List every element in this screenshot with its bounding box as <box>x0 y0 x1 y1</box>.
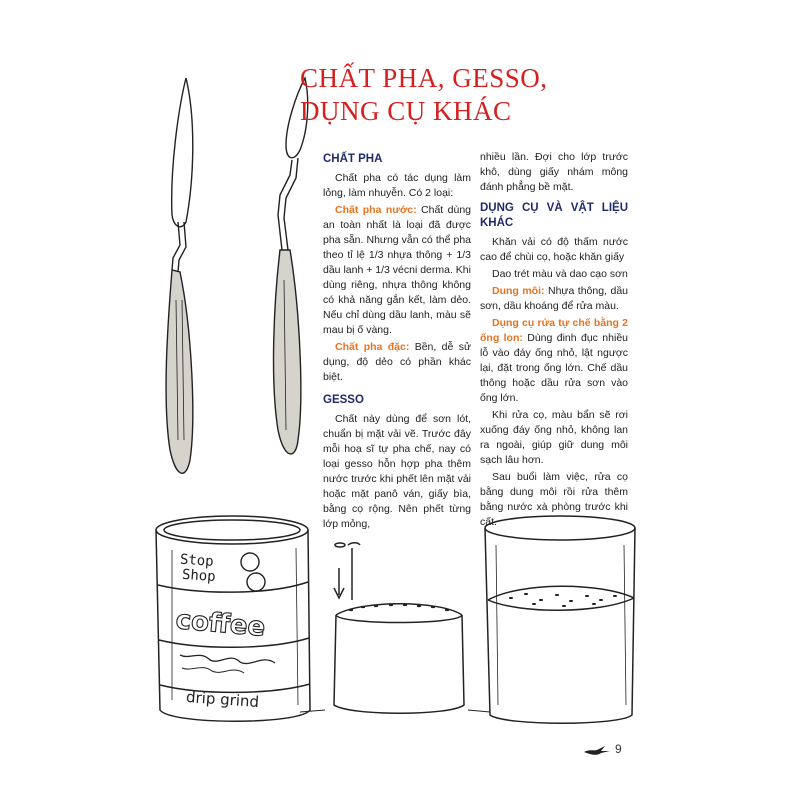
paragraph-continued: nhiều lần. Đợi cho lớp trước khô, dùng giấy nhám mông đánh phẳng bề mặt. <box>480 151 628 193</box>
paragraph: Dao trét màu và dao cạo sơn <box>492 268 628 280</box>
can-label-shop: Shop <box>181 566 217 586</box>
paragraph: Chất pha có tác dụng làm lỏng, làm nhuyễn. Có 2 loại: <box>323 172 471 199</box>
page-number: 9 <box>615 742 622 756</box>
paragraph: Khi rửa cọ, màu bẩn sẽ rơi xuống đáy ống nhỏ, không lan ra ngoài, giúp giữ dung môi sạch lâu hơn. <box>480 409 628 466</box>
can-label-stop: Stop <box>179 551 215 570</box>
paragraph-text: Chất dùng an toàn nhất là loại đã được pha sẵn. Nhưng vẫn có thể pha theo tỉ lệ 1/3 nhựa thông + 1/3 dầu lanh + 1/3 vécni derma. Khi dùng riêng, nhựa thông không có khả năng gắn kết, làm dẻo. Nếu chỉ dùng dầu lanh, màu sẽ mau bị ố vàng. <box>323 204 471 336</box>
paragraph: Khăn vải có độ thấm nước cao để chùi cọ, hoặc khăn giấy <box>480 236 628 263</box>
text-column-right <box>480 150 628 532</box>
paragraph-chat-pha-dac <box>323 340 471 385</box>
paragraph-gesso: Chất này dùng để sơn lót, chuẩn bị mặt vải vẽ. Trước đây mỗi hoạ sĩ tự pha chế, nay có loại gesso hỗn hợp pha thêm nước trước khi phết lên mặt vải hoặc mặt panô ván, giấy bìa, bằng cọ rộng. Nên phết từng lớp mỏng, <box>323 413 471 530</box>
paragraph-text: Nhựa thông, dầu sơn, dầu khoáng để rửa màu. <box>480 285 629 312</box>
paragraph-text: Dùng đinh đục nhiều lỗ vào đáy ống nhỏ, lật ngược lại, đặt trong ống lớn. Chế dầu thông hoặc dầu rửa sơn vào ống lớn. <box>480 332 628 404</box>
heading-gesso: GESSO <box>323 394 364 406</box>
label-dung-moi: Dung môi: <box>492 285 545 297</box>
label-chat-pha-nuoc: Chất pha nước: <box>335 204 417 216</box>
paragraph-text: Bền, dễ sử dụng, độ dẻo có phần khác biệt. <box>323 341 471 383</box>
heading-dung-cu: DỤNG CỤ VÀ VẬT LIỆU KHÁC <box>480 202 628 229</box>
small-can-drawing <box>300 543 490 714</box>
palette-knife-left-drawing <box>166 78 193 473</box>
tall-can-drawing <box>485 516 635 723</box>
heading-chat-pha: CHẤT PHA <box>323 153 383 165</box>
can-label-coffee: coffee <box>174 605 267 643</box>
text-column-left <box>323 150 471 534</box>
paragraph-chat-pha-nuoc <box>323 203 471 338</box>
page-title-line-2: DỤNG CỤ KHÁC <box>300 96 512 126</box>
can-label-drip-grind: drip grind <box>185 687 260 712</box>
palette-knife-right-drawing <box>274 78 308 454</box>
page-title-line-1: CHẤT PHA, GESSO, <box>300 63 548 93</box>
paragraph-dung-moi <box>480 284 628 314</box>
label-dung-cu-rua: Dụng cụ rửa tự chế bằng 2 ống lon: <box>480 317 628 344</box>
paragraph-dung-cu-rua <box>480 316 628 406</box>
page-title <box>300 62 548 128</box>
can-label-circles <box>241 553 265 591</box>
label-chat-pha-dac: Chất pha đặc: <box>335 341 410 353</box>
paragraph: Sau buổi làm việc, rửa cọ bằng dung môi rồi rửa thêm bằng nước xà phòng trước khi cất. <box>480 471 628 528</box>
bird-icon <box>583 745 611 757</box>
